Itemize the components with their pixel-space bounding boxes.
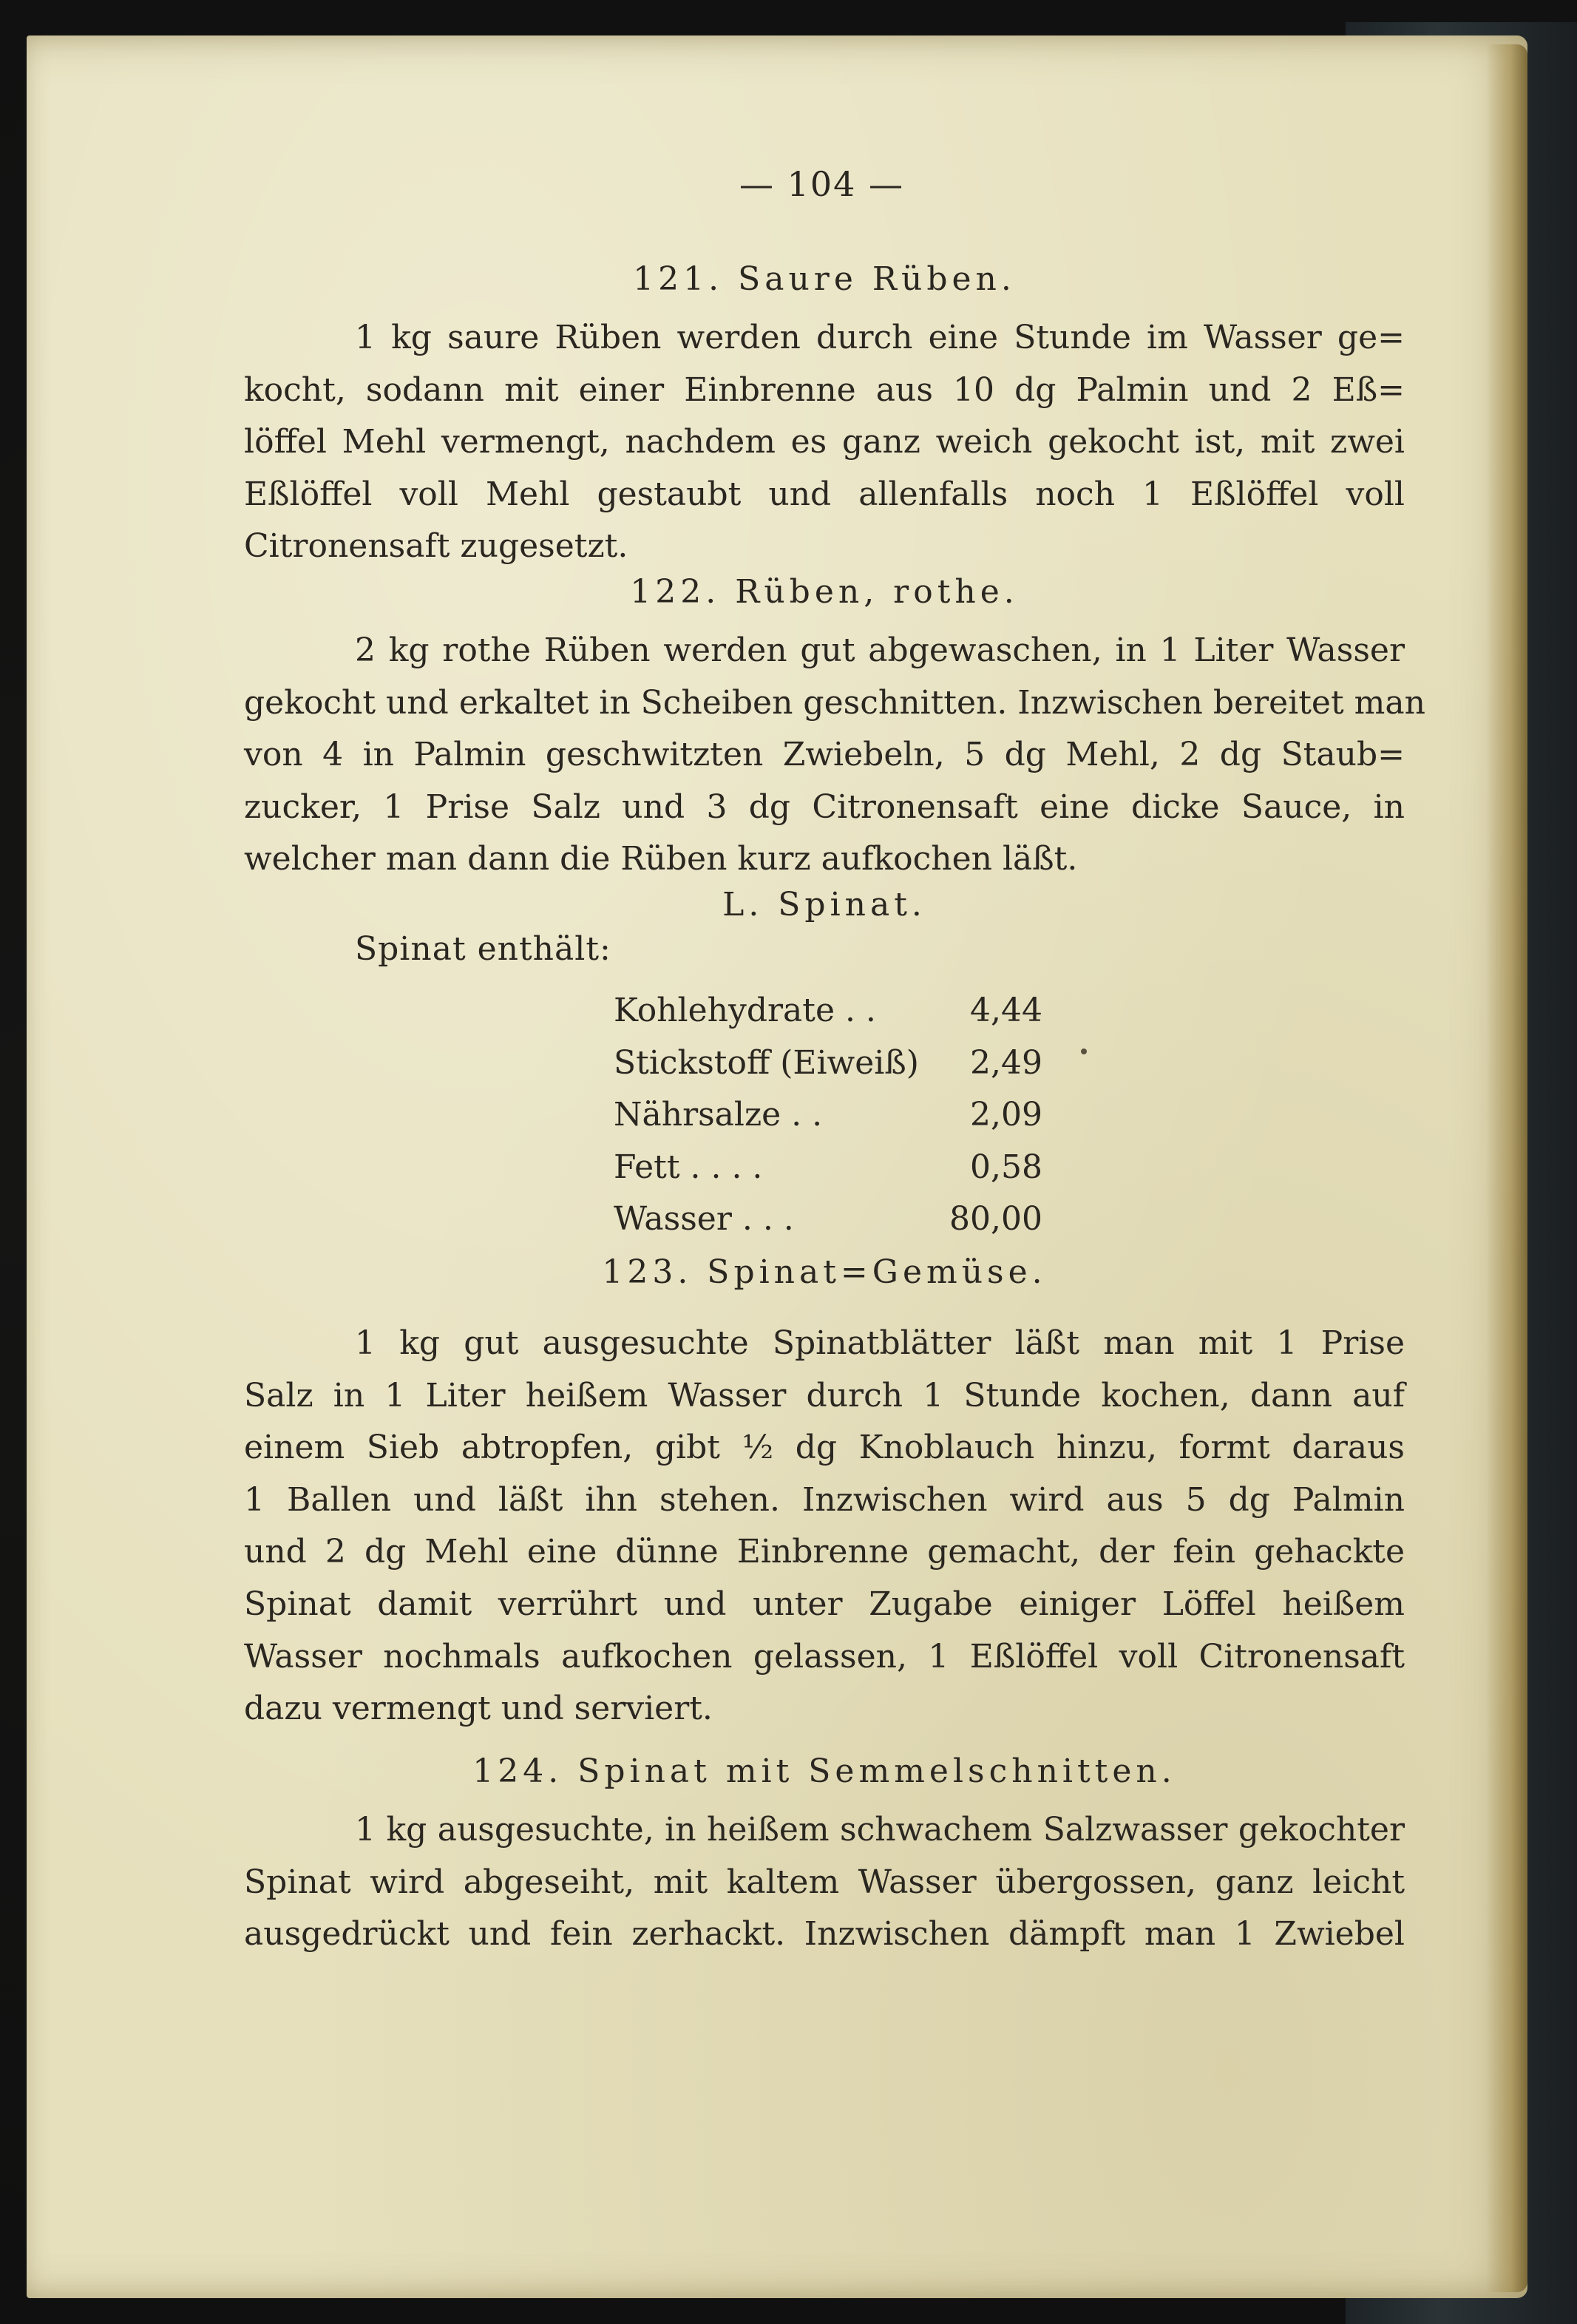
text-line: Spinat damit verrührt und unter Zugabe einiger Löffel heißem [244, 1585, 1405, 1623]
nutrient-value: 2,49 [970, 1043, 1042, 1082]
text-line: 1 Ballen und läßt ihn stehen. Inzwischen wird aus 5 dg Palmin [244, 1480, 1405, 1519]
recipe-heading-123: 123. Spinat=Gemüse. [602, 1253, 1047, 1291]
recipe-body-124 [244, 1804, 1405, 1961]
nutrient-value: 80,00 [949, 1200, 1042, 1238]
nutrient-row [614, 1193, 1042, 1246]
nutrient-value: 0,58 [970, 1148, 1042, 1186]
chapter-heading-spinat: L. Spinat. [722, 886, 926, 924]
text-line: 1 kg gut ausgesuchte Spinatblätter läßt man mit 1 Prise [355, 1324, 1405, 1362]
nutrient-row [614, 1037, 1042, 1090]
nutrient-row [614, 1089, 1042, 1142]
recipe-heading-124: 124. Spinat mit Semmelschnitten. [472, 1752, 1176, 1790]
text-line: Spinat wird abgeseiht, mit kaltem Wasser übergossen, ganz leicht [244, 1863, 1405, 1901]
text-line: ausgedrückt und fein zerhackt. Inzwischen dämpft man 1 Zwiebel [244, 1915, 1405, 1954]
nutrient-label: Fett . . . . [614, 1148, 763, 1186]
text-line: zucker, 1 Prise Salz und 3 dg Citronensaft eine dicke Sauce, in [244, 787, 1405, 826]
page-gutter-shadow [1486, 44, 1527, 2292]
text-line: kocht, sodann mit einer Einbrenne aus 10 dg Palmin und 2 Eß= [244, 370, 1405, 409]
text-line: 1 kg ausgesuchte, in heißem schwachem Salzwasser gekochter [355, 1811, 1405, 1849]
nutrient-row [614, 1142, 1042, 1194]
text-line: Wasser nochmals aufkochen gelassen, 1 Eßlöffel voll Citronensaft [244, 1637, 1405, 1676]
nutrient-value: 4,44 [970, 992, 1042, 1029]
recipe-body-123 [244, 1318, 1405, 1735]
text-line: und 2 dg Mehl eine dünne Einbrenne gemacht, der fein gehackte [244, 1533, 1405, 1571]
nutrient-label: Wasser . . . [614, 1200, 794, 1238]
text-line: Citronensaft zugesetzt. [244, 527, 628, 566]
text-line: dazu vermengt und serviert. [244, 1690, 713, 1728]
text-line: Salz in 1 Liter heißem Wasser durch 1 Stunde kochen, dann auf [244, 1376, 1405, 1415]
text-line: löffel Mehl vermengt, nachdem es ganz weich gekocht ist, mit zwei [244, 423, 1405, 461]
nutrient-label: Kohlehydrate . . [614, 992, 876, 1029]
recipe-heading-121: 121. Saure Rüben. [633, 260, 1016, 298]
recipe-heading-122: 122. Rüben, rothe. [630, 573, 1019, 611]
nutrient-value: 2,09 [970, 1096, 1042, 1134]
text-line: gekocht und erkaltet in Scheiben geschnitten. Inzwischen bereitet man [244, 683, 1425, 722]
text-line: Eßlöffel voll Mehl gestaubt und allenfalls noch 1 Eßlöffel voll [244, 475, 1405, 513]
page-number: — 104 — [739, 164, 905, 204]
recipe-body-122 [244, 625, 1425, 886]
text-line: 2 kg rothe Rüben werden gut abgewaschen, in 1 Liter Wasser [355, 631, 1405, 669]
text-line: von 4 in Palmin geschwitzten Zwiebeln, 5 dg Mehl, 2 dg Staub= [244, 736, 1405, 774]
nutrient-row [614, 985, 1042, 1037]
recipe-body-121 [244, 312, 1405, 573]
text-line: einem Sieb abtropfen, gibt ½ dg Knoblauch hinzu, formt daraus [244, 1429, 1405, 1467]
nutrient-table [614, 985, 1042, 1246]
nutrient-label: Nährsalze . . [614, 1096, 823, 1134]
ink-speck [1081, 1048, 1087, 1054]
text-line: welcher man dann die Rüben kurz aufkochen läßt. [244, 840, 1078, 878]
nutrient-intro: Spinat enthält: [355, 930, 611, 968]
nutrient-label: Stickstoff (Eiweiß) [614, 1043, 919, 1082]
text-line: 1 kg saure Rüben werden durch eine Stunde im Wasser ge= [355, 319, 1405, 356]
